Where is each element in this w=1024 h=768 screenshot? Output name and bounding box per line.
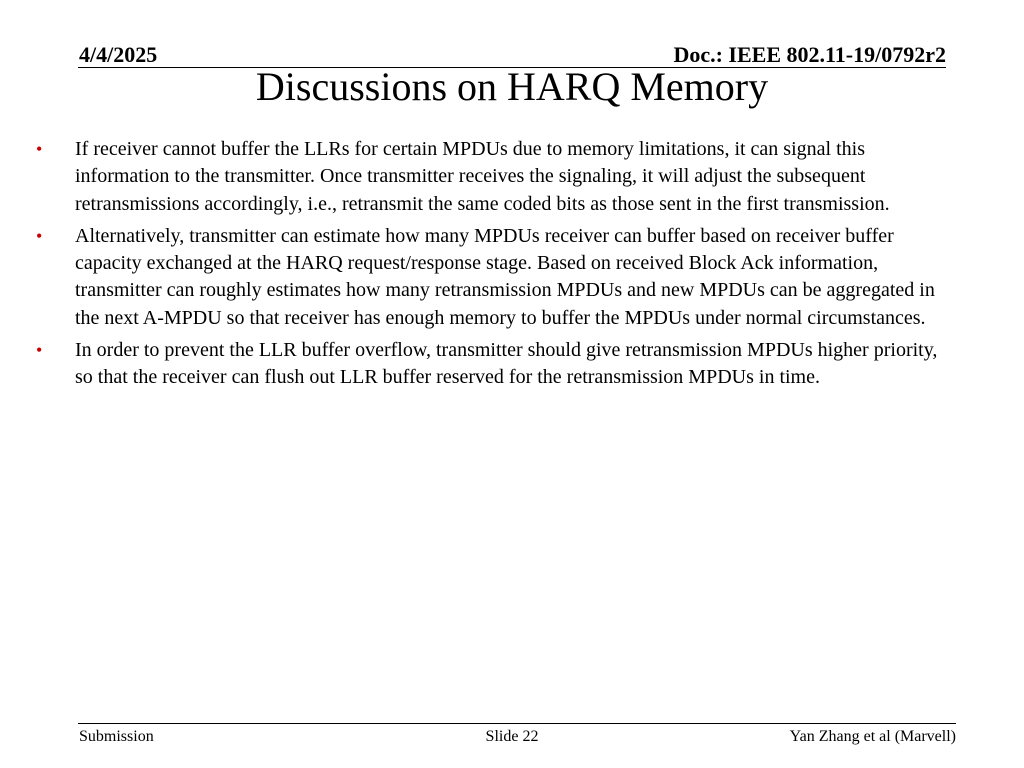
bullet-text: If receiver cannot buffer the LLRs for certain MPDUs due to memory limitations, it can signal this information to the transmitter. Once transmitter receives the signaling, it will adjust the subsequent retransmissions accordingly, i.e., retransmit the same coded bits as those sent in the first transmission. [75, 138, 890, 215]
footer-submission: Submission [79, 728, 154, 745]
header-date: 4/4/2025 [79, 42, 158, 67]
bullet-marker: • [36, 139, 43, 159]
bullet-marker: • [36, 225, 43, 246]
footer-slide-number: Slide 22 [485, 728, 539, 745]
bullet-list [36, 136, 956, 397]
bullet-item [36, 136, 956, 218]
header-doc-id: Doc.: IEEE 802.11-19/0792r2 [673, 42, 946, 67]
bullet-item [36, 337, 956, 392]
footer-divider [78, 723, 956, 724]
bullet-marker: • [36, 340, 43, 361]
footer-authors: Yan Zhang et al (Marvell) [789, 728, 956, 745]
bullet-text: Alternatively, transmitter can estimate how many MPDUs receiver can buffer based on receiver buffer capacity exchanged at the HARQ request/response stage. Based on received Block Ack information, transmitter can roughly estimates how many retransmission MPDUs and new MPDUs can be aggregated in the next A-MPDU so that receiver has enough memory to buffer the MPDUs under normal circumstances. [75, 224, 935, 329]
slide-title: Discussions on HARQ Memory [255, 64, 769, 109]
bullet-text: In order to prevent the LLR buffer overflow, transmitter should give retransmission MPDUs higher priority, so that the receiver can flush out LLR buffer reserved for the retransmission MPDUs in time. [75, 339, 938, 389]
bullet-item [36, 223, 956, 332]
